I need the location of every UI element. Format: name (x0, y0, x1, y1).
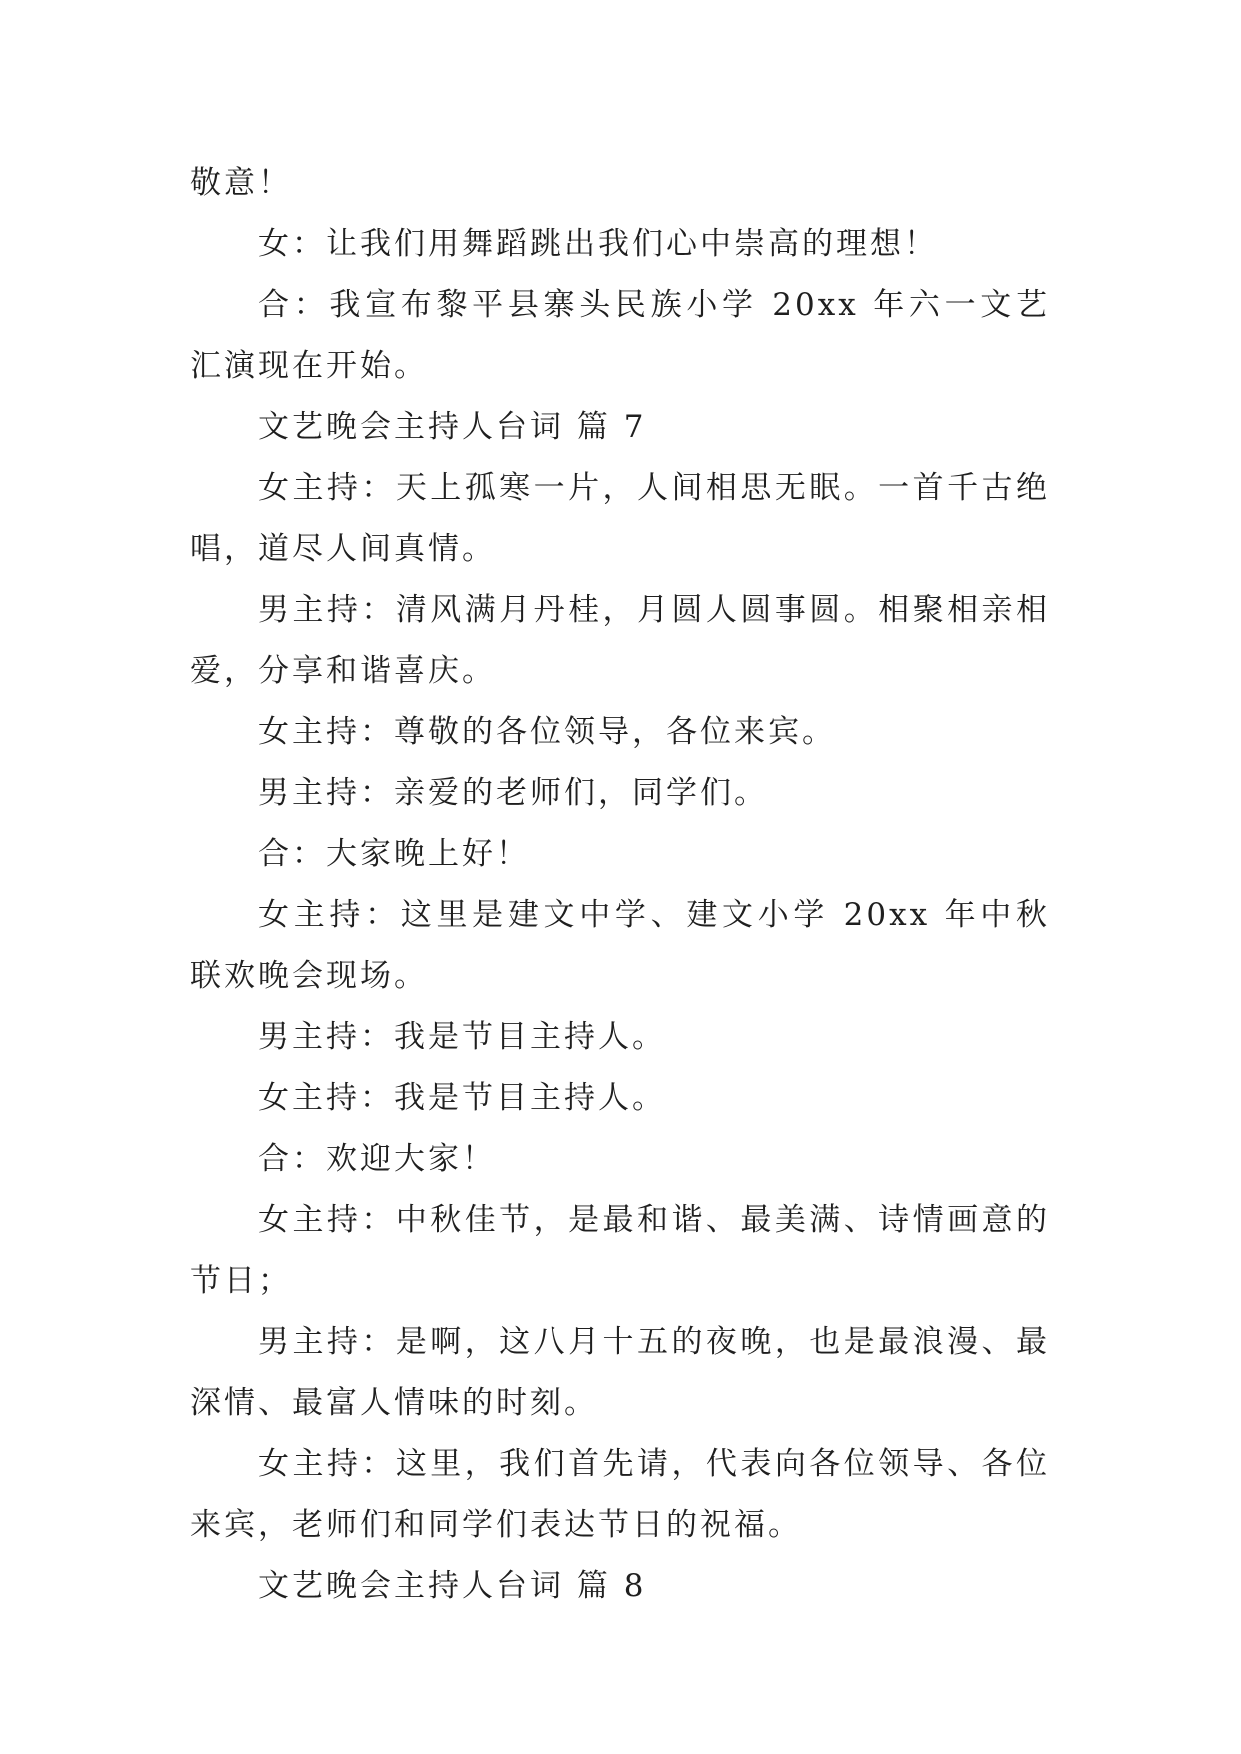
paragraph: 合：我宣布黎平县寨头民族小学 20xx 年六一文艺汇演现在开始。 (190, 287, 1050, 384)
paragraph: 敬意！ (190, 165, 292, 201)
section-heading: 文艺晚会主持人台词 篇 7 (258, 409, 647, 445)
paragraph: 女主持：尊敬的各位领导，各位来宾。 (258, 714, 836, 750)
paragraph: 女主持：这里是建文中学、建文小学 20xx 年中秋联欢晚会现场。 (190, 897, 1050, 994)
paragraph: 男主持：亲爱的老师们，同学们。 (258, 775, 768, 811)
paragraph: 女主持：中秋佳节，是最和谐、最美满、诗情画意的节日； (190, 1202, 1050, 1299)
paragraph: 女主持：天上孤寒一片，人间相思无眠。一首千古绝唱，道尽人间真情。 (190, 470, 1050, 567)
paragraph: 男主持：我是节目主持人。 (258, 1019, 666, 1055)
paragraph: 女：让我们用舞蹈跳出我们心中崇高的理想！ (258, 226, 938, 262)
paragraph: 男主持：是啊，这八月十五的夜晚，也是最浪漫、最深情、最富人情味的时刻。 (190, 1324, 1050, 1421)
paragraph: 女主持：我是节目主持人。 (258, 1080, 666, 1116)
paragraph: 合：欢迎大家！ (258, 1141, 496, 1177)
paragraph: 女主持：这里，我们首先请，代表向各位领导、各位来宾，老师们和同学们表达节日的祝福。 (190, 1446, 1050, 1543)
paragraph: 男主持：清风满月丹桂，月圆人圆事圆。相聚相亲相爱，分享和谐喜庆。 (190, 592, 1050, 689)
section-heading: 文艺晚会主持人台词 篇 8 (258, 1568, 647, 1604)
document-body (190, 153, 1050, 1617)
paragraph: 合：大家晚上好！ (258, 836, 530, 872)
